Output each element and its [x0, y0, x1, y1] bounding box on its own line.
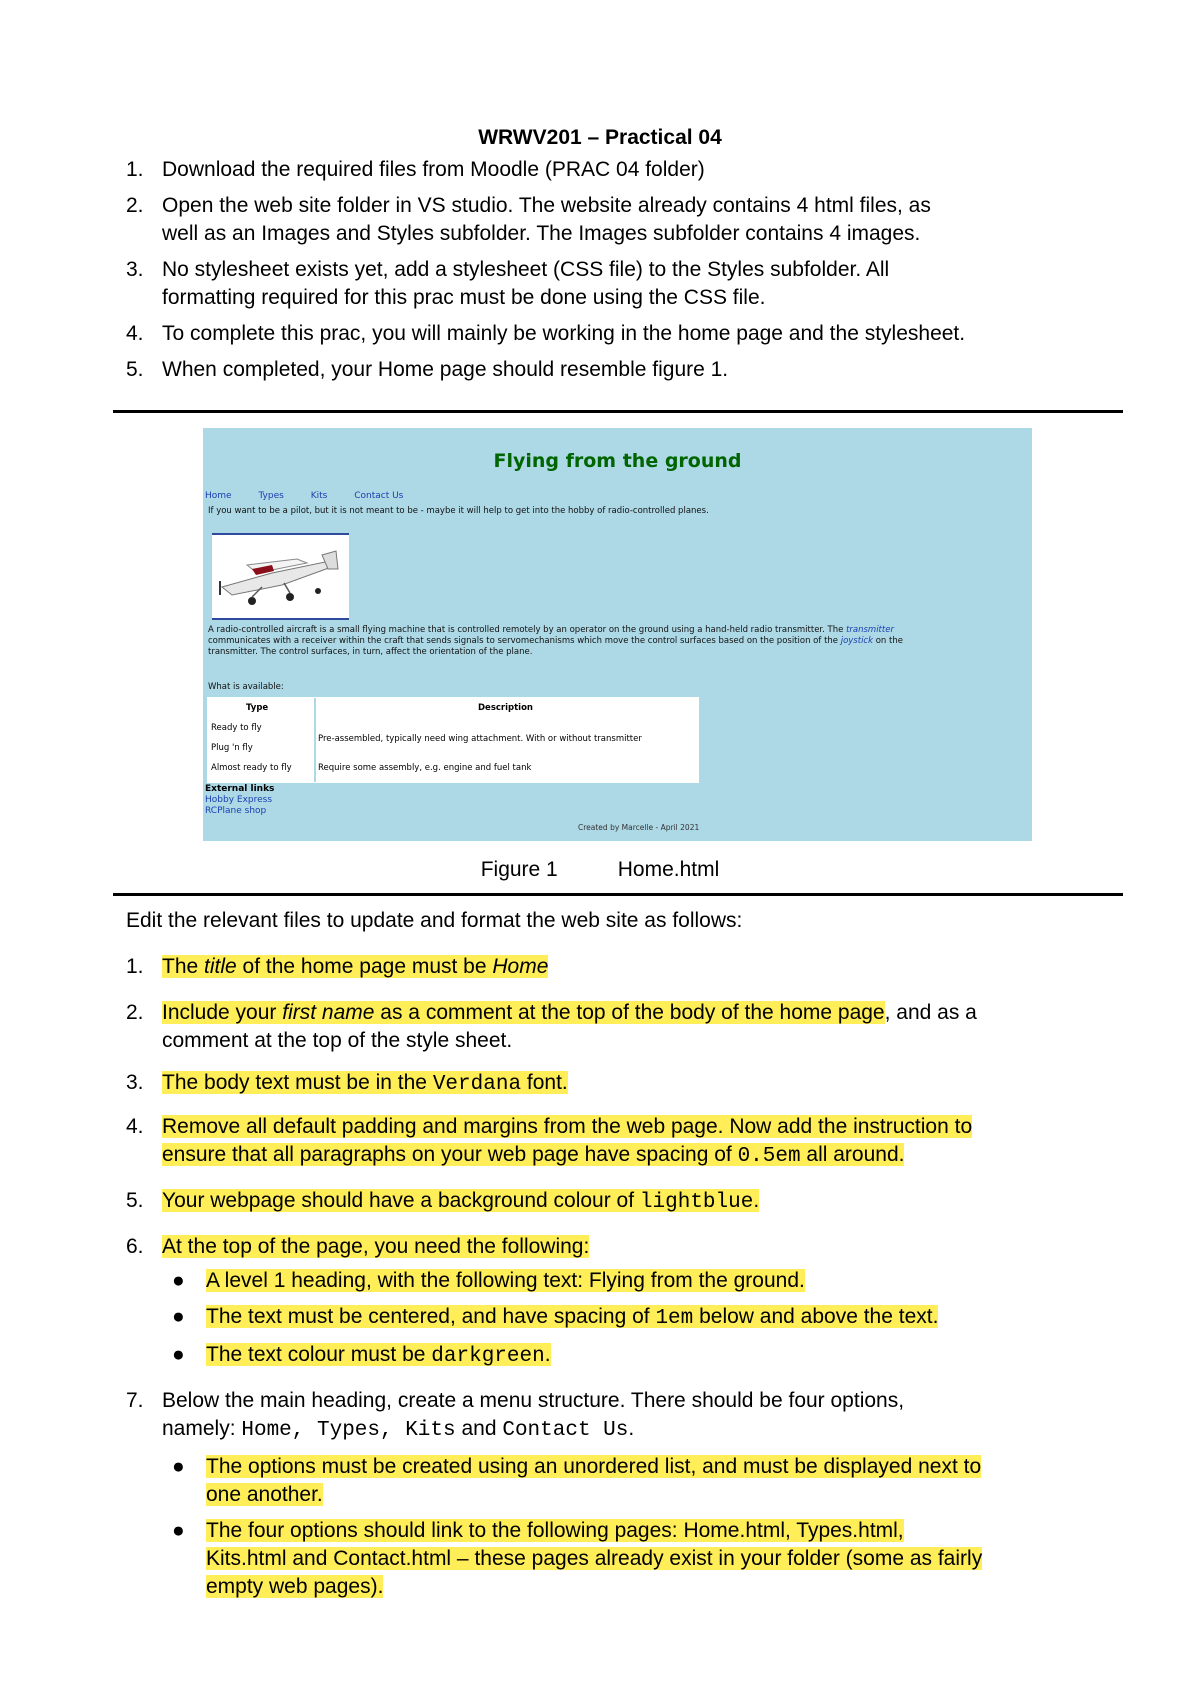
- item-text: No stylesheet exists yet, add a stylesheet (CSS file) to the Styles subfolder. All: [162, 258, 890, 281]
- fig-para-text: A radio-controlled aircraft is a small flying machine that is controlled remotely by an operator on the ground using a hand-held radio transmitter. The: [208, 625, 844, 635]
- intro-item-4: [126, 320, 1126, 348]
- task-text-highlight: The options must be created using an unordered list, and must be displayed next to: [206, 1455, 982, 1478]
- task-item-7: [126, 1387, 1126, 1445]
- fig-intro-paragraph: If you want to be a pilot, but it is not meant to be - maybe it will help to get into the hobby of radio-controlled planes.: [208, 506, 709, 516]
- figure-home-screenshot: [203, 428, 1032, 841]
- bullet-icon: ●: [172, 1455, 185, 1478]
- edit-intro: Edit the relevant files to update and format the web site as follows:: [126, 909, 743, 932]
- task-text-highlight: Include your first name as a comment at the top of the body of the home page: [162, 1001, 885, 1024]
- fig-footer: Created by Marcelle - April 2021: [578, 823, 700, 832]
- task-6-bullet-2: [162, 1303, 1126, 1333]
- task-item-3: [126, 1069, 1126, 1099]
- item-number: 4.: [126, 322, 144, 345]
- fig-link-hobby-express[interactable]: Hobby Express: [205, 795, 273, 805]
- airplane-icon: [212, 535, 349, 618]
- item-number: 1.: [126, 955, 144, 978]
- caption-label: Figure 1: [480, 858, 558, 881]
- task-text-highlight: The text must be centered, and have spacing of 1em below and above the text.: [206, 1305, 939, 1330]
- task-item-6: [126, 1233, 1126, 1261]
- document-title: WRWV201 – Practical 04: [478, 126, 722, 149]
- intro-item-3: [126, 256, 1126, 312]
- item-number: 1.: [126, 158, 144, 181]
- task-text-highlight: The title of the home page must be Home: [162, 955, 549, 978]
- fig-link-rcplane-shop[interactable]: RCPlane shop: [205, 806, 267, 816]
- fig-table-desc-cell: Require some assembly, e.g. engine and fuel tank: [318, 763, 532, 773]
- item-number: 6.: [126, 1235, 144, 1258]
- bullet-icon: ●: [172, 1305, 185, 1328]
- task-text-highlight: one another.: [206, 1483, 323, 1506]
- bullet-icon: ●: [172, 1269, 185, 1292]
- task-text-highlight: Remove all default padding and margins from the web page. Now add the instruction to: [162, 1115, 973, 1138]
- fig-table-type-cell: Ready to fly: [211, 723, 262, 733]
- task-7-bullet-2: [162, 1517, 1126, 1601]
- fig-table-type-cell: Almost ready to fly: [211, 763, 292, 773]
- fig-menu-home[interactable]: Home: [205, 491, 232, 501]
- item-text: formatting required for this prac must be done using the CSS file.: [162, 286, 766, 309]
- task-6-bullet-3: [162, 1341, 1126, 1371]
- item-text: To complete this prac, you will mainly be working in the home page and the stylesheet.: [162, 322, 966, 345]
- task-text-highlight: A level 1 heading, with the following text: Flying from the ground.: [206, 1269, 805, 1292]
- figure-caption: [0, 858, 1200, 882]
- task-text-highlight: The four options should link to the following pages: Home.html, Types.html,: [206, 1519, 904, 1542]
- item-number: 3.: [126, 258, 144, 281]
- intro-item-5: [126, 356, 1126, 384]
- task-6-bullet-1: [162, 1267, 1126, 1295]
- item-number: 2.: [126, 194, 144, 217]
- fig-menu-types[interactable]: Types: [258, 491, 284, 501]
- fig-menu: [205, 491, 427, 501]
- fig-links-heading: External links: [205, 784, 275, 794]
- task-text-highlight: ensure that all paragraphs on your web page have spacing of 0.5em all around.: [162, 1143, 905, 1168]
- fig-para-text: communicates with a receiver within the craft that sends signals to servomechanisms which move the control surfaces based on the position of the: [208, 636, 839, 646]
- task-list: [126, 953, 1126, 1601]
- fig-types-table: [207, 697, 699, 783]
- divider-top: [113, 410, 1123, 413]
- task-text: namely: Home, Types, Kits and Contact Us.: [162, 1417, 635, 1442]
- fig-table-header-type: Type: [246, 703, 269, 713]
- task-text-highlight: The body text must be in the Verdana font.: [162, 1071, 568, 1096]
- task-text-highlight: Your webpage should have a background colour of lightblue.: [162, 1189, 760, 1214]
- intro-list: [126, 156, 1126, 384]
- item-text: Download the required files from Moodle (PRAC 04 folder): [162, 158, 705, 181]
- item-number: 7.: [126, 1389, 144, 1412]
- fig-para-text: on the: [875, 636, 903, 646]
- item-number: 3.: [126, 1071, 144, 1094]
- task-item-5: [126, 1187, 1126, 1217]
- fig-link-joystick[interactable]: joystick: [840, 636, 874, 646]
- item-text: When completed, your Home page should resemble figure 1.: [162, 358, 729, 381]
- fig-external-links: [205, 784, 274, 817]
- task-7-bullet-1: [162, 1453, 1126, 1509]
- item-number: 4.: [126, 1115, 144, 1138]
- task-text-highlight: The text colour must be darkgreen.: [206, 1343, 551, 1368]
- fig-rc-paragraph: [208, 625, 1023, 658]
- divider-bottom: [113, 893, 1123, 896]
- task-text-highlight: empty web pages).: [206, 1575, 384, 1598]
- task-text-highlight: At the top of the page, you need the following:: [162, 1235, 590, 1258]
- intro-item-1: [126, 156, 1126, 184]
- fig-menu-contact[interactable]: Contact Us: [354, 491, 404, 501]
- task-item-4: [126, 1113, 1126, 1171]
- fig-what-available: What is available:: [208, 682, 284, 692]
- fig-airplane-image: [212, 533, 349, 620]
- task-item-1: [126, 953, 1126, 981]
- task-text: comment at the top of the style sheet.: [162, 1029, 513, 1052]
- bullet-icon: ●: [172, 1343, 185, 1366]
- task-item-2: [126, 999, 1126, 1055]
- caption-file: Home.html: [617, 858, 720, 881]
- fig-para-text: transmitter. The control surfaces, in turn, affect the orientation of the plane.: [208, 647, 533, 657]
- fig-main-heading: Flying from the ground: [493, 450, 742, 472]
- intro-item-2: [126, 192, 1126, 248]
- task-text: , and as a: [884, 1001, 977, 1024]
- item-text: well as an Images and Styles subfolder. The Images subfolder contains 4 images.: [162, 222, 921, 245]
- item-number: 2.: [126, 1001, 144, 1024]
- fig-link-transmitter[interactable]: transmitter: [846, 625, 894, 635]
- fig-table-desc-cell: Pre-assembled, typically need wing attachment. With or without transmitter: [318, 734, 642, 744]
- task-text-highlight: Kits.html and Contact.html – these pages already exist in your folder (some as fairly: [206, 1547, 983, 1570]
- fig-menu-kits[interactable]: Kits: [310, 491, 328, 501]
- task-text: Below the main heading, create a menu structure. There should be four options,: [162, 1389, 905, 1412]
- item-number: 5.: [126, 358, 144, 381]
- fig-table-type-cell: Plug 'n fly: [211, 743, 253, 753]
- item-number: 5.: [126, 1189, 144, 1212]
- fig-table-header-description: Description: [478, 703, 533, 713]
- bullet-icon: ●: [172, 1519, 185, 1542]
- item-text: Open the web site folder in VS studio. The website already contains 4 html files, as: [162, 194, 931, 217]
